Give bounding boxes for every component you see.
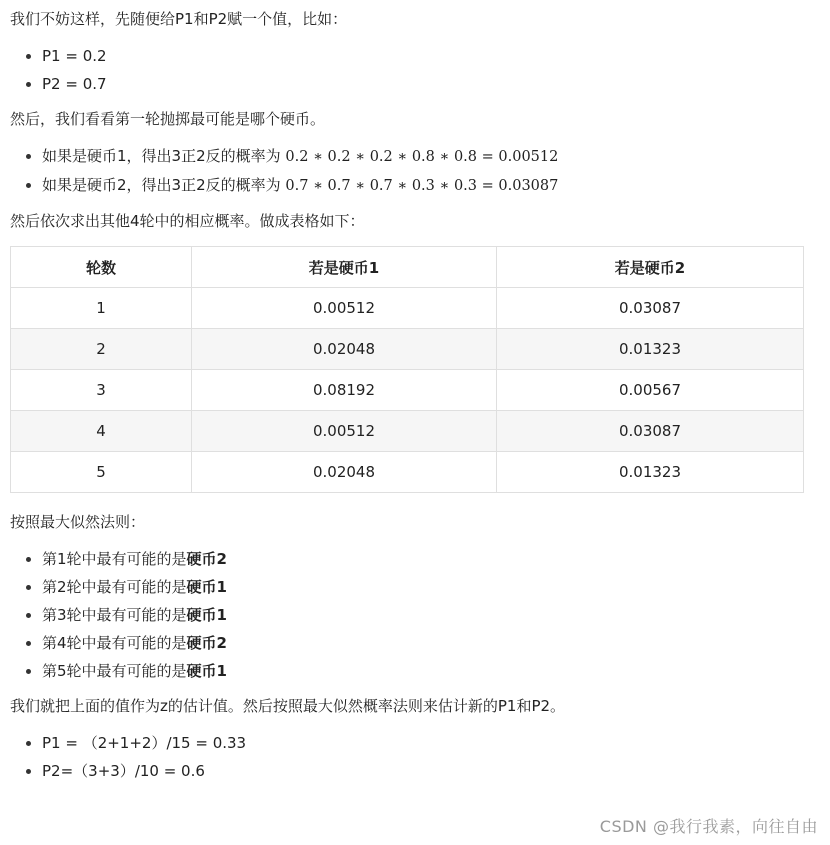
table-row [11, 411, 804, 452]
list-item [42, 545, 820, 573]
table-row [11, 370, 804, 411]
list-item [42, 601, 820, 629]
intro-paragraph: 我们不妨这样，先随便给P1和P2赋一个值，比如： [10, 10, 348, 28]
list-item: P2=（3+3）/10 = 0.6 [42, 757, 820, 785]
list-item: P1 = 0.2 [42, 42, 820, 70]
header-coin1: 若是硬币1 [192, 247, 497, 288]
table-cell: 0.08192 [192, 370, 497, 411]
table-row [11, 452, 804, 493]
case-text: 如果是硬币2，得出3正2反的概率为 [42, 176, 281, 194]
list-item [42, 629, 820, 657]
table-cell: 0.01323 [497, 329, 804, 370]
result-prefix: 第4轮中最有可能的是 [42, 634, 187, 652]
table-cell: 0.03087 [497, 411, 804, 452]
table-row [11, 288, 804, 329]
table-cell: 2 [11, 329, 192, 370]
csdn-watermark: CSDN @我行我素，向往自由 [599, 817, 818, 836]
table-row [11, 329, 804, 370]
result-coin: 硬币1 [186, 578, 227, 596]
then-paragraph: 然后，我们看看第一轮抛掷最可能是哪个硬币。 [10, 110, 326, 128]
list-item [42, 573, 820, 601]
coin-cases-list [10, 142, 820, 200]
new-estimates-list [10, 729, 820, 785]
initial-values-list [10, 42, 820, 98]
result-prefix: 第3轮中最有可能的是 [42, 606, 187, 624]
table-header-row [11, 247, 804, 288]
list-item [42, 657, 820, 685]
table-cell: 5 [11, 452, 192, 493]
result-prefix: 第5轮中最有可能的是 [42, 662, 187, 680]
case-formula: 0.2 ∗ 0.2 ∗ 0.2 ∗ 0.8 ∗ 0.8 = 0.00512 [285, 149, 559, 165]
header-coin2: 若是硬币2 [497, 247, 804, 288]
case-formula: 0.7 ∗ 0.7 ∗ 0.7 ∗ 0.3 ∗ 0.3 = 0.03087 [285, 178, 559, 194]
table-cell: 0.03087 [497, 288, 804, 329]
estimate-paragraph: 我们就把上面的值作为z的估计值。然后按照最大似然概率法则来估计新的P1和P2。 [10, 697, 566, 715]
table-cell: 0.00512 [192, 411, 497, 452]
table-cell: 0.00512 [192, 288, 497, 329]
result-prefix: 第1轮中最有可能的是 [42, 550, 187, 568]
list-item: P1 = （2+1+2）/15 = 0.33 [42, 729, 820, 757]
case-text: 如果是硬币1，得出3正2反的概率为 [42, 147, 281, 165]
result-coin: 硬币1 [186, 606, 227, 624]
probability-table [10, 246, 804, 493]
list-item [42, 142, 820, 171]
mle-intro-paragraph: 按照最大似然法则： [10, 513, 146, 531]
table-cell: 0.02048 [192, 329, 497, 370]
list-item: P2 = 0.7 [42, 70, 820, 98]
result-coin: 硬币2 [186, 634, 227, 652]
table-cell: 3 [11, 370, 192, 411]
table-cell: 0.02048 [192, 452, 497, 493]
result-coin: 硬币1 [186, 662, 227, 680]
list-item [42, 171, 820, 200]
result-prefix: 第2轮中最有可能的是 [42, 578, 187, 596]
result-coin: 硬币2 [186, 550, 227, 568]
table-intro-paragraph: 然后依次求出其他4轮中的相应概率。做成表格如下： [10, 212, 365, 230]
mle-results-list [10, 545, 820, 685]
table-cell: 1 [11, 288, 192, 329]
header-round: 轮数 [11, 247, 192, 288]
table-cell: 0.00567 [497, 370, 804, 411]
table-cell: 4 [11, 411, 192, 452]
table-cell: 0.01323 [497, 452, 804, 493]
